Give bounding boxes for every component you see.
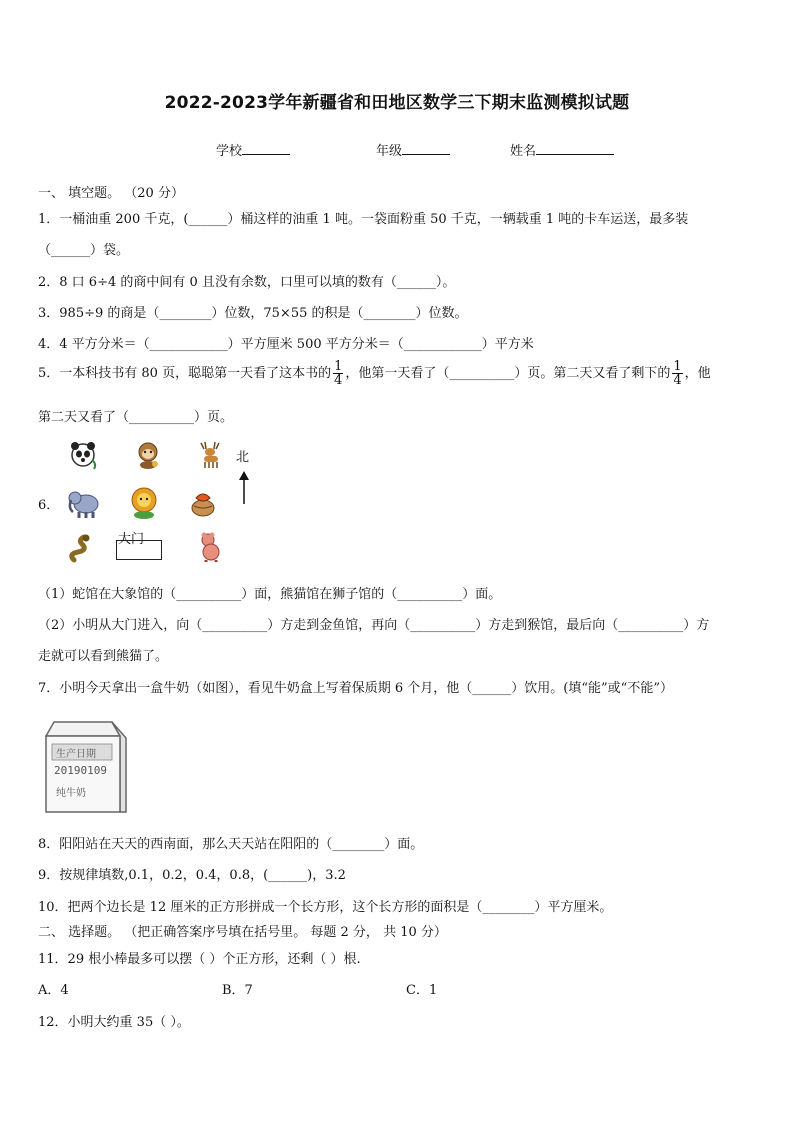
name-field	[510, 140, 614, 159]
page-title: 2022-2023学年新疆省和田地区数学三下期末监测模拟试题	[164, 93, 630, 113]
grade-field	[376, 140, 450, 159]
section-2-heading: 二、 选择题。 （把正确答案序号填在括号里。 每题 2 分， 共 10 分）	[38, 925, 447, 940]
question-2: 2．8 口 6÷4 的商中间有 0 且没有余数，口里可以填的数有（______）。	[38, 275, 456, 290]
fraction-numerator: 1	[673, 359, 682, 374]
question-6-sub-2-line-1: （2）小明从大门进入，向（__________）方走到金鱼馆，再向（__________）方走到猴馆，最后向（__________）方	[38, 618, 710, 633]
question-11-option-a: A．4	[38, 983, 69, 998]
production-date-value: 20190109	[54, 764, 107, 777]
question-3: 3．985÷9 的商是（________）位数，75×55 的积是（________）位数。	[38, 306, 468, 321]
gate-box	[116, 540, 162, 560]
question-4: 4．4 平方分米＝（____________）平方厘米 500 平方分米＝（____________）平方米	[38, 337, 534, 352]
school-label: 学校	[216, 144, 243, 159]
section-1-heading: 一、 填空题。 （20 分）	[38, 186, 184, 201]
question-5-line-2: 第二天又看了（__________）页。	[38, 410, 234, 425]
question-7: 7．小明今天拿出一盒牛奶（如图），看见牛奶盒上写着保质期 6 个月，他（______）饮用。(填“能”或“不能”）	[38, 681, 673, 696]
question-11-option-c: C．1	[406, 983, 438, 998]
fraction-denominator: 4	[673, 373, 682, 388]
production-date-label: 生产日期	[56, 749, 96, 760]
question-1-line-2: （______）袋。	[38, 243, 130, 258]
question-9: 9．按规律填数,0.1，0.2，0.4，0.8，(______)，3.2	[38, 868, 346, 883]
question-12: 12．小明大约重 35（ ）。	[38, 1015, 190, 1030]
question-5-part-1: 5．一本科技书有 80 页，聪聪第一天看了这本书的	[38, 366, 332, 381]
question-6-sub-1: （1）蛇馆在大象馆的（__________）面，熊猫馆在狮子馆的（__________）面。	[38, 587, 502, 602]
elephant-icon	[66, 486, 102, 520]
north-arrow-icon	[238, 470, 250, 504]
milk-carton-image	[40, 716, 130, 816]
question-11-option-b: B．7	[222, 983, 253, 998]
deer-icon	[195, 440, 225, 470]
question-1-line-1: 1．一桶油重 200 千克，(______）桶这样的油重 1 吨。一袋面粉重 50 千克，一辆载重 1 吨的卡车运送，最多装	[38, 212, 689, 227]
gate-label: 大门	[118, 532, 145, 547]
question-10: 10．把两个边长是 12 厘米的正方形拼成一个长方形，这个长方形的面积是（________）平方厘米。	[38, 900, 613, 915]
question-5-part-3: ，他	[684, 366, 711, 381]
fraction	[672, 360, 682, 387]
question-5-part-2: ，他第一天看了（__________）页。第二天又看了剩下的	[345, 366, 671, 381]
panda-icon	[68, 440, 98, 470]
question-5-line-1	[38, 360, 711, 387]
bear-icon	[196, 532, 226, 562]
monkey-icon	[133, 440, 163, 470]
goldfish-icon	[188, 488, 218, 518]
fraction-numerator: 1	[334, 359, 343, 374]
pure-milk-label: 纯牛奶	[56, 788, 86, 799]
grade-label: 年级	[376, 144, 403, 159]
question-6-sub-2-line-2: 走就可以看到熊猫了。	[38, 649, 169, 664]
question-8: 8．阳阳站在天天的西南面，那么天天站在阳阳的（________）面。	[38, 837, 424, 852]
lion-icon	[128, 486, 160, 520]
fraction	[333, 360, 343, 387]
question-11: 11．29 根小棒最多可以摆（ ）个正方形，还剩（ ）根.	[38, 952, 361, 967]
north-label: 北	[236, 450, 250, 465]
question-6-label: 6．	[38, 498, 60, 513]
snake-icon	[66, 534, 96, 564]
name-label: 姓名	[510, 144, 537, 159]
school-field	[216, 140, 290, 159]
fraction-denominator: 4	[334, 373, 343, 388]
